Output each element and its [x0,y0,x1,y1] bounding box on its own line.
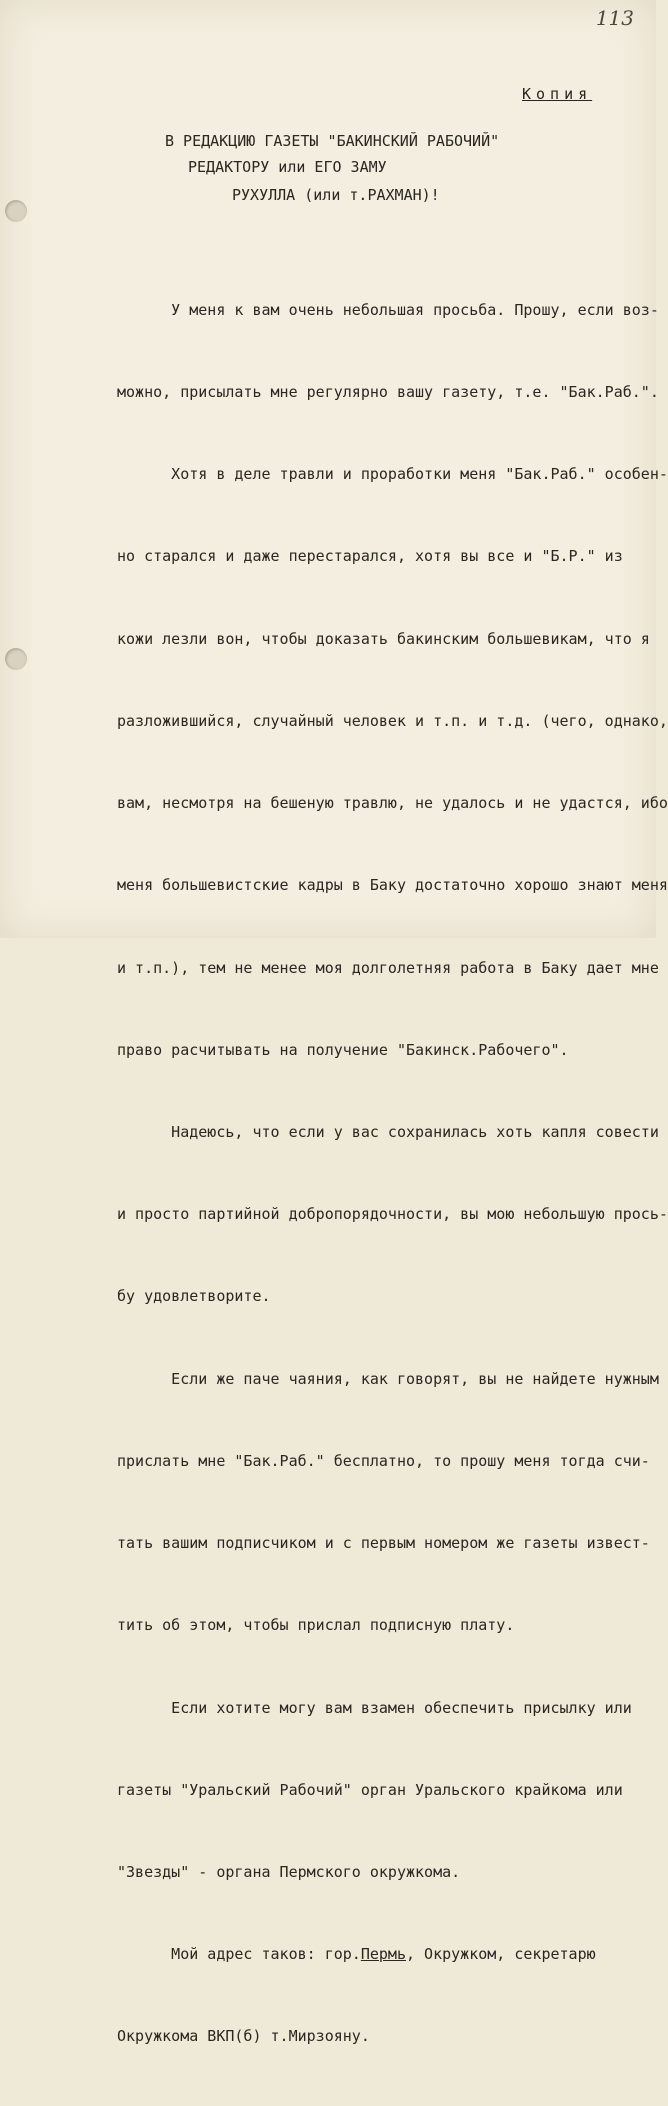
address-city: Пермь [360,1945,406,1964]
folio-number: 113 [595,6,634,30]
body-line: тить об этом, чтобы прислал подписную плату. [117,1616,515,1635]
body-line: разложившийся, случайный человек и т.п. и т.д. (чего, однако, [117,711,668,730]
body-line: и т.п.), тем не менее моя долголетняя работа в Баку дает мне [117,958,659,977]
punch-hole-top [5,200,27,222]
address-prefix: Мой адрес таков: гор. [117,1945,361,1964]
body-line: и просто партийной добропорядочности, вы мою небольшую прось- [117,1205,668,1224]
address-line-2: Окружкома ВКП(б) т.Мирзояну. [117,2027,370,2046]
address-line-1 [117,1941,647,1968]
body-line: газеты "Уральский Рабочий" орган Уральского крайкома или [117,1780,623,1799]
body-line: Хотя в деле травли и проработки меня "Бак.Раб." особен- [117,465,668,484]
heading-line-2: РЕДАКТОРУ или ЕГО ЗАМУ [188,158,387,176]
heading-line-1: В РЕДАКЦИЮ ГАЗЕТЫ "БАКИНСКИЙ РАБОЧИЙ" [165,132,500,150]
copy-label: Копия [522,85,593,103]
body-line: но старался и даже перестарался, хотя вы все и "Б.Р." из [117,547,623,566]
body-line: "Звезды" - органа Пермского окружкома. [117,1862,461,1881]
body-line: тать вашим подписчиком и с первым номером же газеты извест- [117,1534,650,1553]
address-suffix: , Окружком, секретарю [406,1945,596,1964]
body-line: Надеюсь, что если у вас сохранилась хоть капля совести [117,1123,659,1141]
heading-line-3: РУХУЛЛА (или т.РАХМАН)! [232,186,440,204]
body-line: право расчитывать на получение "Бакинск.Рабочего". [117,1040,569,1059]
body-line: можно, присылать мне регулярно вашу газету, т.е. "Бак.Раб.". [117,383,659,402]
body-line: бу удовлетворите. [117,1287,271,1306]
body-line: прислать мне "Бак.Раб." бесплатно, то прошу меня тогда счи- [117,1451,650,1470]
body-line: кожи лезли вон, чтобы доказать бакинским большевикам, что я [117,629,650,648]
body-line: меня большевистские кадры в Баку достаточно хорошо знают меня [117,876,668,895]
body-line: вам, несмотря на бешеную травлю, не удалось и не удастся, ибо [117,794,668,813]
body-line: У меня к вам очень небольшая просьба. Прошу, если воз- [117,300,659,319]
body-line: Если же паче чаяния, как говорят, вы не найдете нужным [117,1369,659,1388]
letter-body [117,242,668,2106]
body-line: Если хотите могу вам взамен обеспечить присылку или [117,1698,632,1717]
punch-hole-bottom [5,648,27,670]
